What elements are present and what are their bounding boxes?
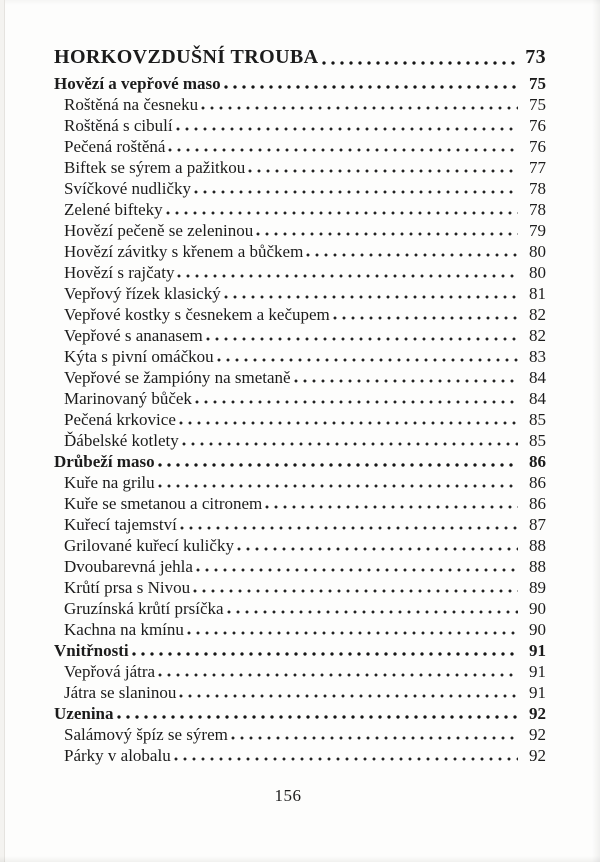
toc-item-row [54,535,546,556]
toc-entry-label: Gruzínská krůtí prsíčka [64,599,224,618]
toc-entry-page-number: 75 [529,95,546,114]
toc-entry-page-number: 92 [529,704,546,723]
toc-entry-label: Krůtí prsa s Nivou [64,578,191,597]
toc-entry-page-number: 84 [529,389,546,408]
dot-leader [176,115,518,136]
dot-leader [168,136,518,157]
dot-leader [158,472,518,493]
toc-item-row [54,262,546,283]
dot-leader [224,73,518,94]
dot-leader [231,724,518,745]
toc-entry-label: Kuřecí tajemství [64,515,177,534]
dot-leader [248,157,518,178]
toc-entry-label: Hovězí závitky s křenem a bůčkem [64,242,304,261]
toc-entry-page-number: 88 [529,557,546,576]
toc-item-row [54,514,546,535]
dot-leader [193,577,518,598]
footer-page-number: 156 [274,786,302,805]
toc-item-row [54,220,546,241]
toc-item-row [54,577,546,598]
toc-entry-label: Zelené bifteky [64,200,163,219]
toc-entry-page-number: 86 [529,494,546,513]
toc-entry-page-number: 89 [529,578,546,597]
toc-item-row [54,136,546,157]
toc-entry-page-number: 78 [529,200,546,219]
toc-entry-page-number: 88 [529,536,546,555]
toc-entry-page-number: 90 [529,599,546,618]
dot-leader [256,220,518,241]
toc-entry-label: Marinovaný bůček [64,389,192,408]
toc-item-row [54,346,546,367]
toc-item-row [54,598,546,619]
dot-leader [237,535,518,556]
dot-leader [201,94,518,115]
toc-entry-label: Vepřové s ananasem [64,326,203,345]
toc-item-row [54,745,546,766]
dot-leader [174,745,518,766]
toc-item-row [54,556,546,577]
toc-section-row [54,451,546,472]
toc-item-row [54,241,546,262]
toc-entry-page-number: 91 [529,662,546,681]
toc-entry-label: Drůbeží maso [54,452,155,471]
dot-leader [117,703,519,724]
toc-entry-label: Uzenina [54,704,114,723]
toc-chapter-row [54,44,546,70]
dot-leader [322,44,519,70]
toc-entry-label: Biftek se sýrem a pažitkou [64,158,246,177]
toc-entry-label: Pečená krkovice [64,410,176,429]
dot-leader [166,199,518,220]
toc-entry-page-number: 82 [529,326,546,345]
toc-entry-label: Vepřové kostky s česnekem a kečupem [64,305,330,324]
toc-entry-label: Roštěná s cibulí [64,116,173,135]
toc-item-row [54,724,546,745]
toc-entry-label: Kuře na grilu [64,473,155,492]
toc-entry-label: Párky v alobalu [64,746,171,765]
toc-item-row [54,472,546,493]
toc-item-row [54,388,546,409]
toc-entry-label: Kachna na kmínu [64,620,184,639]
dot-leader [177,262,518,283]
dot-leader [132,640,518,661]
toc-entry-label: Vepřová játra [64,662,156,681]
dot-leader [194,178,518,199]
dot-leader [294,367,518,388]
dot-leader [182,430,518,451]
toc-item-row [54,178,546,199]
toc-entry-page-number: 84 [529,368,546,387]
toc-item-row [54,304,546,325]
toc-entry-label: Hovězí s rajčaty [64,263,175,282]
toc-entry-label: Kuře se smetanou a citronem [64,494,263,513]
toc-item-row [54,409,546,430]
toc-entry-page-number: 91 [529,683,546,702]
dot-leader [306,241,518,262]
toc-item-row [54,325,546,346]
page-edge-bottom [0,856,600,862]
toc-item-row [54,115,546,136]
toc-section-row [54,640,546,661]
toc-item-row [54,682,546,703]
toc-entry-page-number: 80 [529,263,546,282]
toc-entry-page-number: 87 [529,515,546,534]
toc-entry-label: Grilované kuřecí kuličky [64,536,234,555]
dot-leader [158,661,518,682]
toc-item-row [54,493,546,514]
toc-entry-label: Hovězí pečeně se zeleninou [64,221,254,240]
dot-leader [195,388,518,409]
toc-entry-label: Vnitřnosti [54,641,129,660]
toc-entry-page-number: 75 [529,74,546,93]
toc-list [54,44,546,766]
toc-entry-page-number: 79 [529,221,546,240]
page-edge-top [0,0,600,5]
toc-entry-page-number: 90 [529,620,546,639]
toc-entry-page-number: 83 [529,347,546,366]
toc-entry-page-number: 81 [529,284,546,303]
toc-entry-label: Vepřový řízek klasický [64,284,221,303]
toc-entry-page-number: 85 [529,431,546,450]
dot-leader [227,598,518,619]
toc-entry-label: Roštěná na česneku [64,95,199,114]
dot-leader [179,409,518,430]
dot-leader [333,304,518,325]
toc-section-row [54,703,546,724]
dot-leader [265,493,518,514]
dot-leader [187,619,518,640]
toc-section-row [54,73,546,94]
dot-leader [180,514,518,535]
toc-entry-page-number: 77 [529,158,546,177]
toc-item-row [54,661,546,682]
toc-entry-page-number: 92 [529,725,546,744]
toc-entry-page-number: 76 [529,137,546,156]
dot-leader [196,556,518,577]
toc-entry-page-number: 91 [529,641,546,660]
toc-item-row [54,199,546,220]
toc-entry-label: Dvoubarevná jehla [64,557,193,576]
dot-leader [179,682,518,703]
toc-entry-label: Játra se slaninou [64,683,177,702]
toc-item-row [54,619,546,640]
toc-entry-label: Ďábelské kotlety [64,431,179,450]
dot-leader [206,325,518,346]
toc-entry-page-number: 76 [529,116,546,135]
toc-entry-page-number: 86 [529,473,546,492]
toc-entry-page-number: 85 [529,410,546,429]
toc-entry-page-number: 92 [529,746,546,765]
page-edge-right [592,0,600,862]
toc-entry-label: Vepřové se žampióny na smetaně [64,368,291,387]
toc-entry-page-number: 82 [529,305,546,324]
toc-entry-page-number: 80 [529,242,546,261]
toc-entry-page-number: 73 [525,46,546,68]
toc-entry-label: HORKOVZDUŠNÍ TROUBA [54,46,319,68]
toc-item-row [54,367,546,388]
page-edge-left [0,0,5,862]
toc-entry-page-number: 86 [529,452,546,471]
dot-leader [158,451,518,472]
toc-entry-label: Kýta s pivní omáčkou [64,347,214,366]
dot-leader [217,346,518,367]
toc-entry-label: Svíčkové nudličky [64,179,192,198]
toc-item-row [54,157,546,178]
toc-entry-label: Hovězí a vepřové maso [54,74,221,93]
toc-entry-label: Salámový špíz se sýrem [64,725,228,744]
toc-item-row [54,94,546,115]
toc-entry-page-number: 78 [529,179,546,198]
dot-leader [224,283,518,304]
toc-item-row [54,283,546,304]
toc-entry-label: Pečená roštěná [64,137,166,156]
toc-item-row [54,430,546,451]
